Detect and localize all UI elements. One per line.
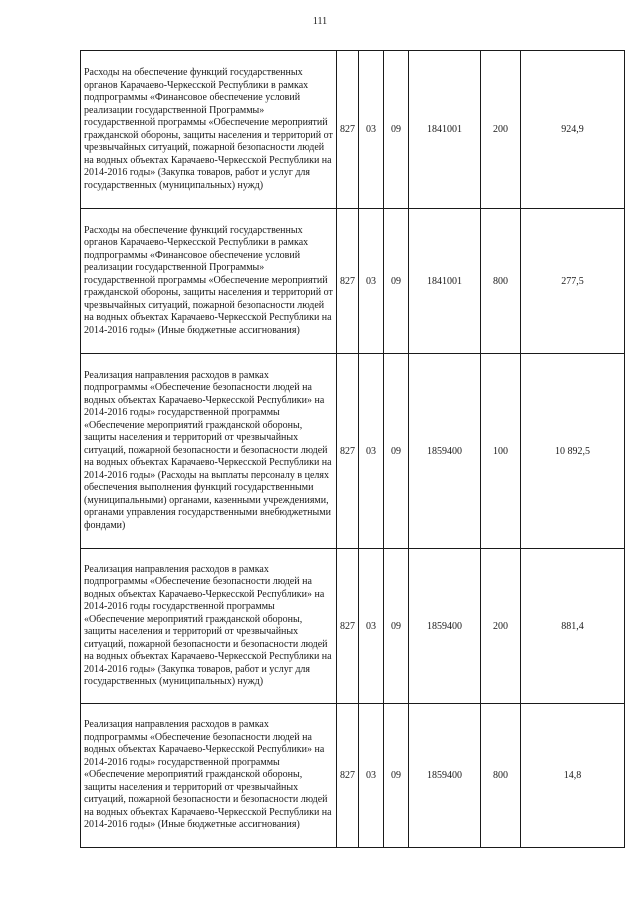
subsection-code: 09 — [384, 704, 409, 848]
expense-kind-code: 100 — [481, 354, 521, 549]
expense-kind-code: 800 — [481, 209, 521, 354]
row-description: Расходы на обеспечение функций государственных органов Карачаево-Черкесской Республики в рамках подпрограммы «Финансовое обеспечение условий реализации государственной Программы» государственной программы «Обеспечение мероприятий гражданской обороны, защиты населения и территорий от чрезвычайных ситуаций, пожарной безопасности людей на водных объектах Карачаево-Черкесской Республики на 2014-2016 годы» (Закупка товаров, работ и услуг для государственных (муниципальных) нужд) — [81, 51, 337, 209]
subsection-code: 09 — [384, 51, 409, 209]
amount: 881,4 — [521, 549, 625, 704]
amount: 10 892,5 — [521, 354, 625, 549]
amount: 277,5 — [521, 209, 625, 354]
ministry-code: 827 — [337, 549, 359, 704]
amount: 924,9 — [521, 51, 625, 209]
target-article-code: 1859400 — [409, 549, 481, 704]
row-description: Реализация направления расходов в рамках подпрограммы «Обеспечение безопасности людей на водных объектах Карачаево-Черкесской Республики» на 2014-2016 годы» государственной программы «Обеспечение мероприятий гражданской обороны, защиты населения и территорий от чрезвычайных ситуаций, пожарной безопасности и безопасности людей на водных объектах Карачаево-Черкесской Республики на 2014-2016 годы» (Иные бюджетные ассигнования) — [81, 704, 337, 848]
row-description: Реализация направления расходов в рамках подпрограммы «Обеспечение безопасности людей на водных объектах Карачаево-Черкесской Республики» на 2014-2016 годы» государственной программы «Обеспечение мероприятий гражданской обороны, защиты населения и территорий от чрезвычайных ситуаций, пожарной безопасности и безопасности людей на водных объектах Карачаево-Черкесской Республики на 2014-2016 годы» (Расходы на выплаты персоналу в целях обеспечения выполнения функций государственными (муниципальными) органами, казенными учреждениями, органами управления государственными внебюджетными фондами) — [81, 354, 337, 549]
row-description: Реализация направления расходов в рамках подпрограммы «Обеспечение безопасности людей на водных объектах Карачаево-Черкесской Республики» на 2014-2016 годы государственной программы «Обеспечение мероприятий гражданской обороны, защиты населения и территорий от чрезвычайных ситуаций, пожарной безопасности и безопасности людей на водных объектах Карачаево-Черкесской Республики на 2014-2016 годы» (Закупка товаров, работ и услуг для государственных (муниципальных) нужд) — [81, 549, 337, 704]
ministry-code: 827 — [337, 354, 359, 549]
subsection-code: 09 — [384, 209, 409, 354]
expense-kind-code: 200 — [481, 549, 521, 704]
section-code: 03 — [359, 549, 384, 704]
expense-kind-code: 800 — [481, 704, 521, 848]
table-row — [81, 549, 625, 704]
table-row — [81, 51, 625, 209]
ministry-code: 827 — [337, 51, 359, 209]
budget-table — [80, 50, 625, 848]
subsection-code: 09 — [384, 354, 409, 549]
section-code: 03 — [359, 209, 384, 354]
table-row — [81, 354, 625, 549]
expense-kind-code: 200 — [481, 51, 521, 209]
table-row — [81, 209, 625, 354]
section-code: 03 — [359, 51, 384, 209]
page-number: 111 — [312, 16, 328, 27]
row-description: Расходы на обеспечение функций государственных органов Карачаево-Черкесской Республики в рамках подпрограммы «Финансовое обеспечение условий реализации государственной Программы» государственной программы «Обеспечение мероприятий гражданской обороны, защиты населения и территорий от чрезвычайных ситуаций, пожарной безопасности людей на водных объектах Карачаево-Черкесской Республики на 2014-2016 годы» (Иные бюджетные ассигнования) — [81, 209, 337, 354]
section-code: 03 — [359, 704, 384, 848]
section-code: 03 — [359, 354, 384, 549]
table-body — [81, 51, 625, 848]
target-article-code: 1841001 — [409, 209, 481, 354]
table-row — [81, 704, 625, 848]
target-article-code: 1859400 — [409, 354, 481, 549]
target-article-code: 1859400 — [409, 704, 481, 848]
subsection-code: 09 — [384, 549, 409, 704]
ministry-code: 827 — [337, 704, 359, 848]
target-article-code: 1841001 — [409, 51, 481, 209]
amount: 14,8 — [521, 704, 625, 848]
ministry-code: 827 — [337, 209, 359, 354]
